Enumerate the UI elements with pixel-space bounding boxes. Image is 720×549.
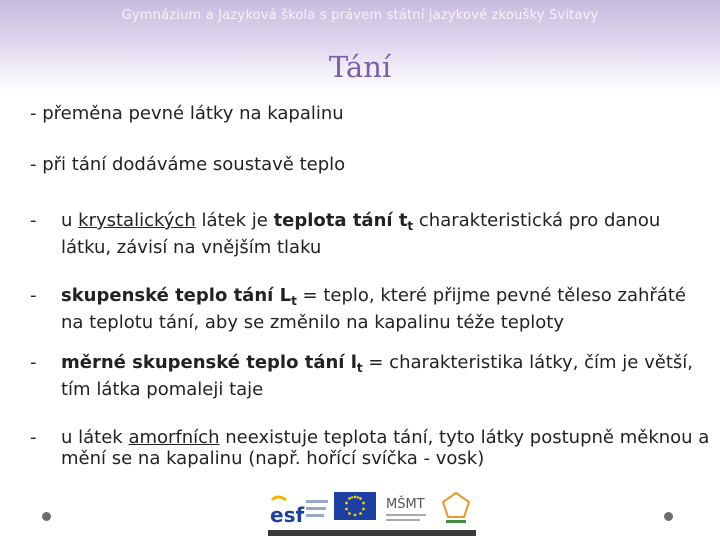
bullet-dash: -: [30, 285, 37, 306]
bullet-text: u látek amorfních neexistuje teplota tání, tyto látky postupně měknou a mění se na kapalinu (např. hořící svíčka - vosk): [61, 427, 710, 469]
bullet-text: skupenské teplo tání $L_t$ = teplo, které přijme pevné těleso zahřáté na teplotu tání, aby se změnilo na kapalinu téže teploty: [61, 285, 686, 333]
bullet-item-latent-heat: [30, 285, 710, 333]
bullet-dash: -: [30, 352, 37, 373]
bullet-dash: -: [30, 427, 37, 448]
bullet-dash: -: [30, 210, 37, 231]
msmt-logo: [380, 490, 432, 526]
footer-logos: [268, 490, 476, 545]
bullet-line-2: - při tání dodáváme soustavě teplo: [30, 154, 346, 175]
bullet-text: u krystalických látek je teplota tání $t_t$ charakteristická pro danou látku, závisí na vnějším tlaku: [61, 210, 661, 258]
bullet-item-specific-latent-heat: [30, 352, 710, 400]
footer-slogan-text: INVESTICE DO ROZVOJE VZDĚLÁVÁNÍ: [325, 540, 419, 545]
footer-slogan-bar: [268, 530, 476, 545]
slide-title: Tání: [328, 50, 392, 84]
bullet-line-1: - přeměna pevné látky na kapalinu: [30, 103, 344, 124]
corner-dot-left: [42, 512, 51, 521]
op-logo: [436, 490, 476, 526]
corner-dot-right: [664, 512, 673, 521]
esf-logo-text: esf: [270, 503, 305, 527]
esf-logo: [268, 492, 330, 528]
school-header: Gymnázium a Jazyková škola s právem státní jazykové zkoušky Svitavy: [121, 8, 599, 23]
bullet-item-crystalline: [30, 210, 710, 258]
eu-flag-logo: [334, 492, 376, 520]
msmt-logo-text: MŠMT: [386, 497, 425, 512]
bullet-item-amorphous: [30, 427, 710, 469]
bullet-text: měrné skupenské teplo tání $l_t$ = charakteristika látky, čím je větší, tím látka pomaleji taje: [61, 352, 693, 400]
